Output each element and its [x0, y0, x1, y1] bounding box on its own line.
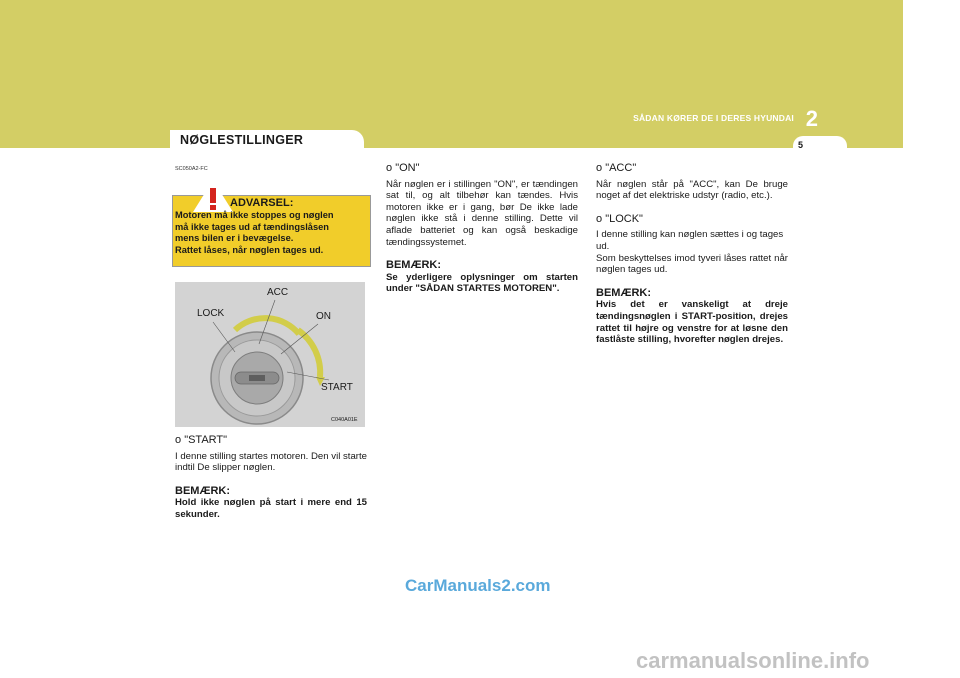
- watermark-link[interactable]: CarManuals2.com: [405, 576, 551, 595]
- note-text: Hold ikke nøglen på start i mere end 15 sekunder.: [175, 497, 367, 520]
- bullet-marker: o: [596, 162, 603, 174]
- acc-label: "ACC": [605, 162, 637, 174]
- column-3: [596, 163, 788, 358]
- figure-label-lock: LOCK: [197, 308, 225, 319]
- warning-triangle-icon: [191, 178, 235, 214]
- lock-text-1: I denne stilling kan nøglen sættes i og tages ud.: [596, 229, 784, 252]
- lock-label: "LOCK": [605, 212, 643, 225]
- column-1: [175, 435, 367, 533]
- start-label: "START": [184, 434, 228, 446]
- page-number: 5: [798, 140, 804, 150]
- warning-text: Motoren må ikke stoppes og nøglen må ikke tages ud af tændingslåsen mens bilen er i bevægelse. Rattet låses, når nøglen tages ud.: [175, 210, 334, 255]
- figure-label-on: ON: [316, 311, 331, 322]
- watermark-footer: carmanualsonline.info: [636, 648, 870, 673]
- note-text: Se yderligere oplysninger om starten under "SÅDAN STARTES MOTOREN".: [386, 271, 578, 295]
- ignition-switch-icon: [175, 282, 365, 427]
- lock-text-2: Som beskyttelses imod tyveri låses rattet når nøglen tages ud.: [596, 252, 788, 276]
- bullet-marker: o: [596, 212, 603, 225]
- note-heading: BEMÆRK:: [596, 286, 651, 299]
- figure-code: C040A01E: [331, 417, 358, 423]
- ignition-figure: [175, 282, 365, 427]
- figure-label-start: START: [321, 382, 353, 393]
- warning-heading: ADVARSEL:: [230, 197, 294, 209]
- note-heading: BEMÆRK:: [386, 259, 441, 272]
- on-heading: [386, 163, 578, 175]
- note-text: Hvis det er vanskeligt at dreje tændingsnøglen i START-position, drejes rattet til højre og venstre for at løsne den fastlåste stilling, hvorefter nøglen drejes.: [596, 299, 788, 346]
- start-heading: [175, 435, 367, 447]
- on-text: Når nøglen er i stillingen "ON", er tændingen sat til, og alt tilbehør kan tændes. Hvis motoren ikke er i gang, bør De ikke lade nøglen ikke stå i denne stilling. Dette vil aflade batteriet og kan også beskadige tændingssystemet.: [386, 178, 578, 248]
- start-text: I denne stilling startes motoren. Den vil starte indtil De slipper nøglen.: [175, 450, 367, 474]
- on-label: "ON": [395, 162, 420, 174]
- column-2: [386, 163, 578, 307]
- acc-text: Når nøglen står på "ACC", kan De bruge noget af det elektriske udstyr (radio, etc.).: [596, 178, 788, 202]
- acc-heading: [596, 163, 788, 175]
- warning-code: SC050A2-FC: [175, 166, 208, 172]
- chapter-title: SÅDAN KØRER DE I DERES HYUNDAI: [633, 113, 794, 123]
- bullet-marker: o: [175, 434, 182, 446]
- chapter-number: 2: [805, 106, 818, 131]
- note-heading: BEMÆRK:: [175, 484, 230, 497]
- bullet-marker: o: [386, 162, 393, 174]
- header-band: [0, 0, 903, 148]
- section-title: NØGLESTILLINGER: [180, 133, 304, 147]
- figure-label-acc: ACC: [267, 287, 289, 298]
- lock-heading: [596, 214, 788, 226]
